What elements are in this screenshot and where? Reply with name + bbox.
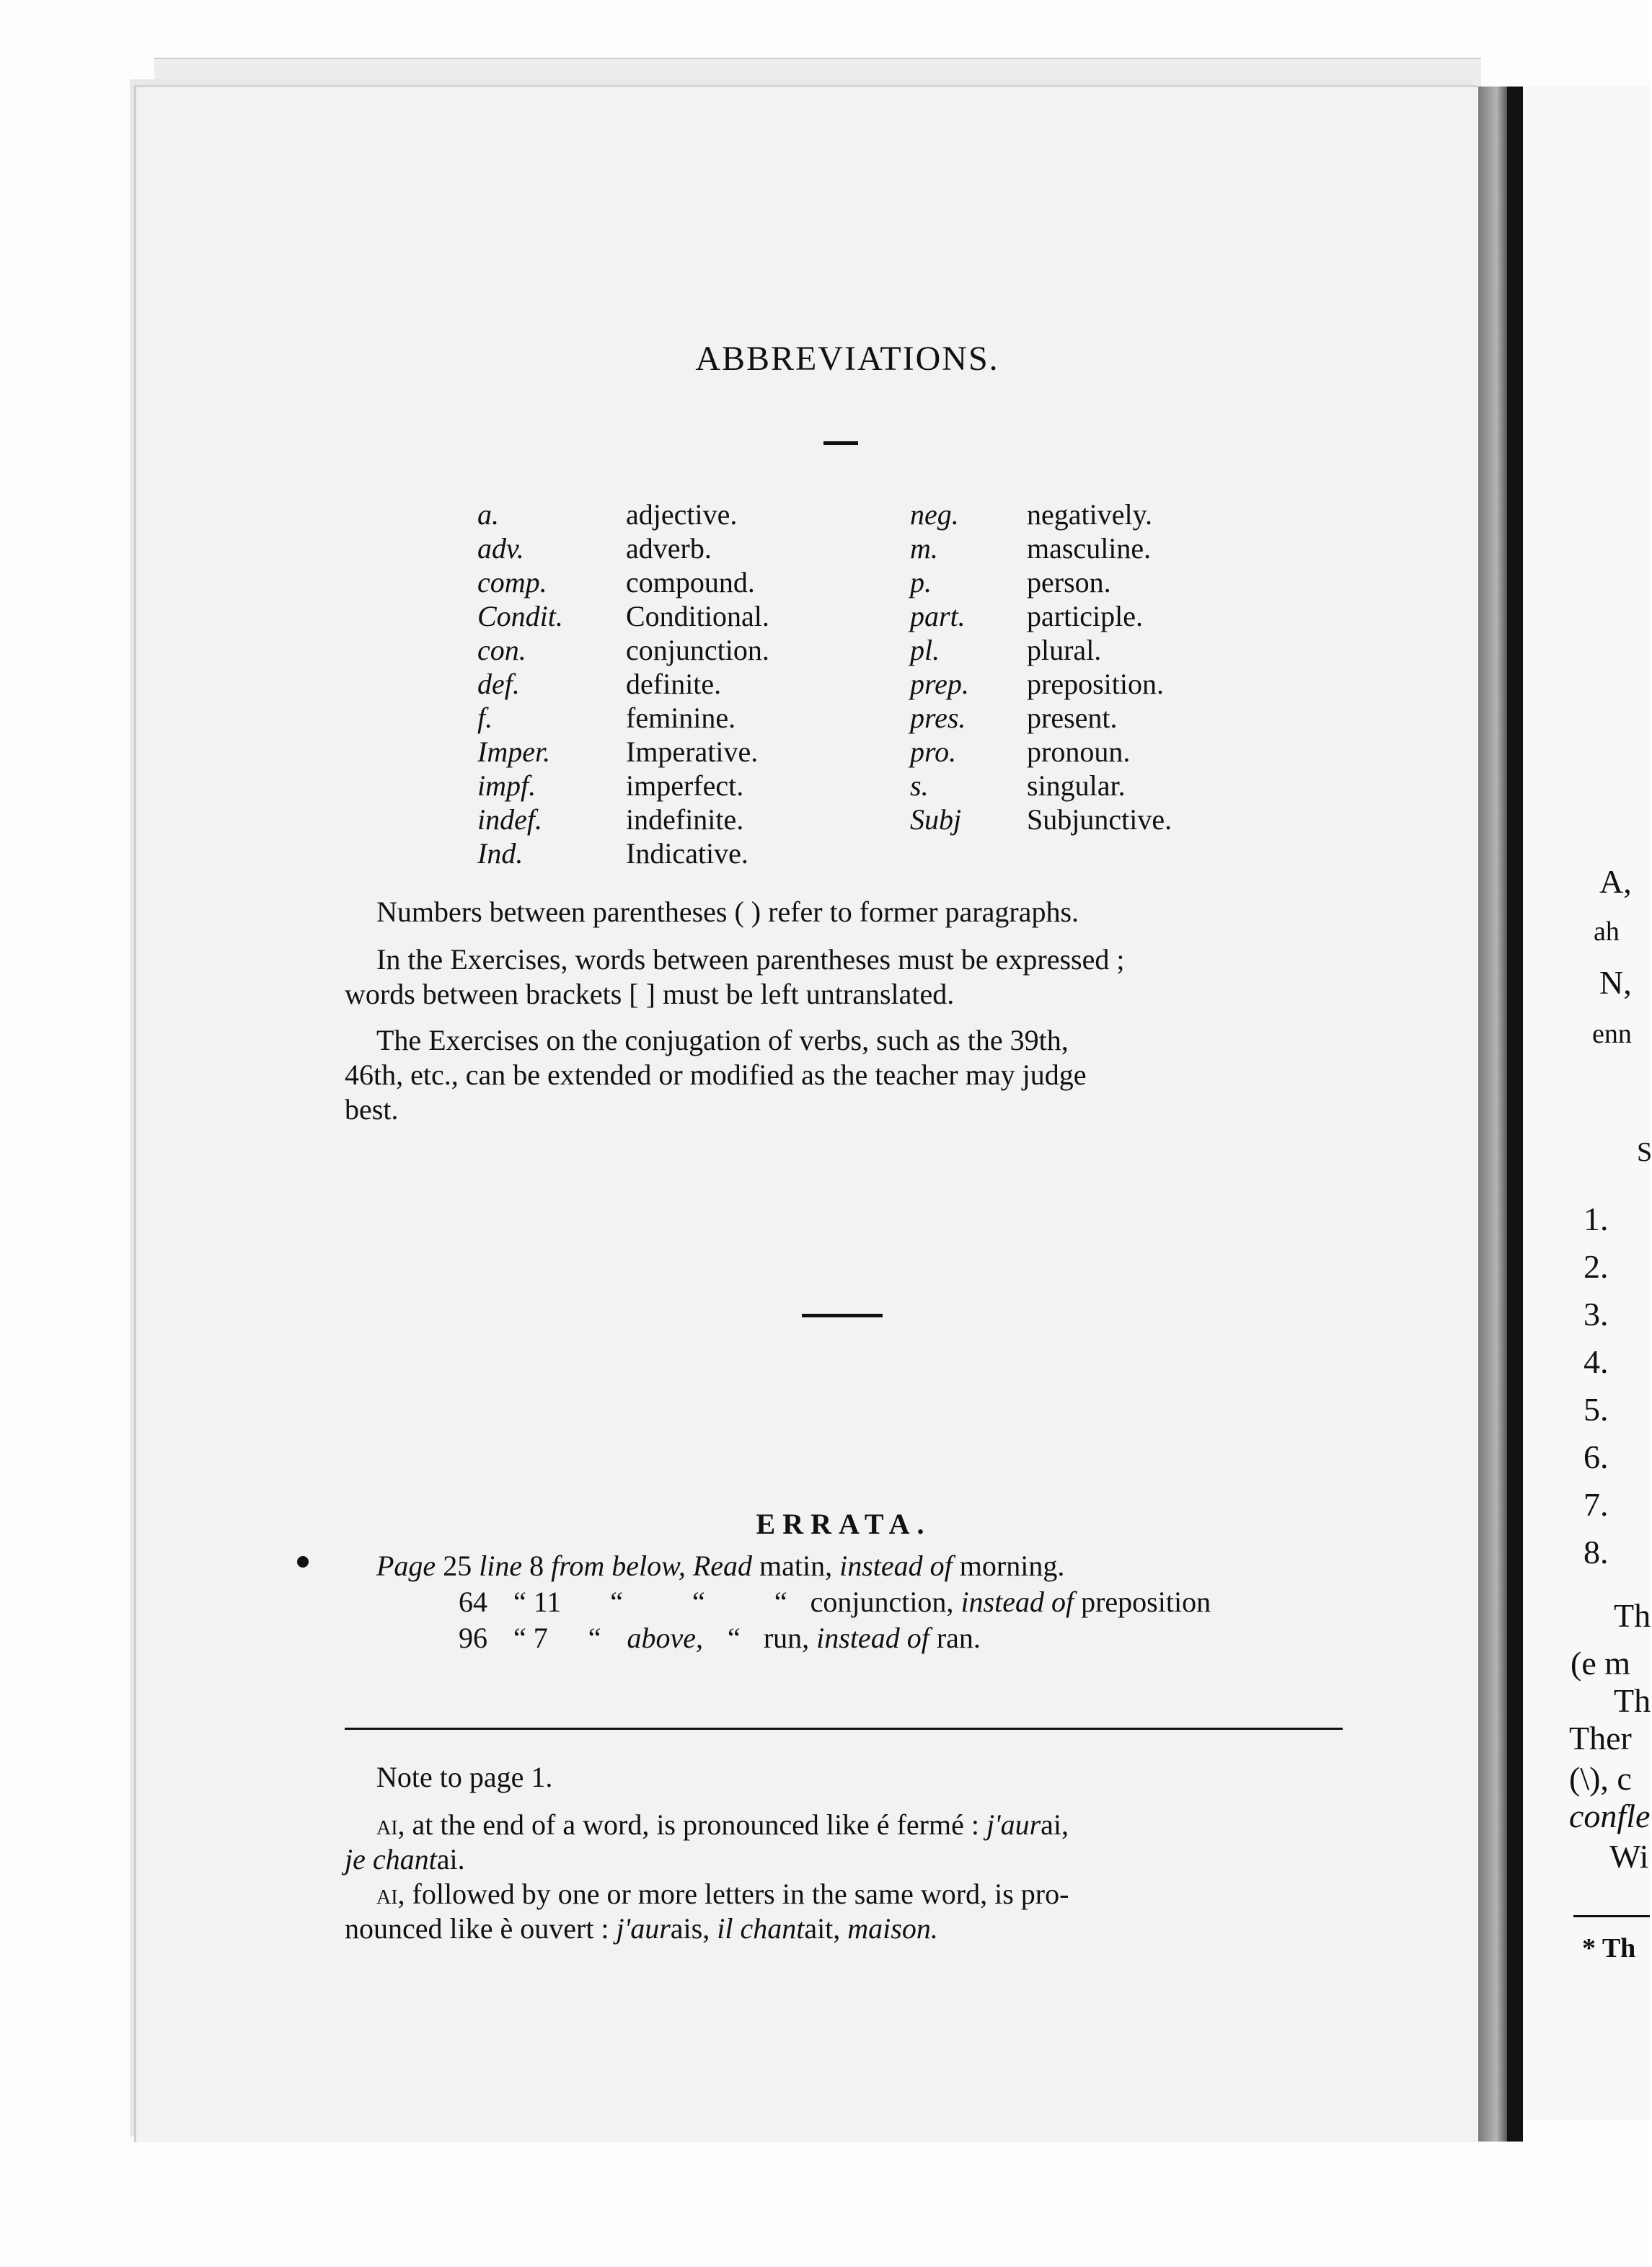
ditto-mark: “ (513, 1622, 526, 1654)
ditto-mark: “ (692, 1586, 705, 1618)
abbreviation-meaning: compound. (626, 566, 755, 598)
ditto-mark: “ (774, 1586, 787, 1618)
abbreviation-meaning: Conditional. (626, 600, 769, 632)
right-fragment: S (1637, 1137, 1652, 1167)
erratum-wrong: ran. (936, 1622, 981, 1654)
note-exercises-line-2: words between brackets [ ] must be left untranslated. (345, 978, 955, 1010)
abbreviation-key: s. (910, 769, 929, 802)
note-parentheses: Numbers between parentheses ( ) refer to former paragraphs. (376, 896, 1079, 928)
ai-note-line-4 (345, 1911, 938, 1946)
right-fragment: A, (1599, 863, 1632, 900)
abbreviation-meaning: pronoun. (1027, 735, 1131, 768)
example-stem: je chant (345, 1843, 437, 1875)
example-stem: j'aur (986, 1808, 1041, 1841)
abbreviation-key: adv. (477, 532, 524, 565)
abbreviation-meaning: plural. (1027, 634, 1102, 666)
abbreviation-key: Condit. (477, 600, 563, 632)
abbreviation-meaning: indefinite. (626, 803, 744, 836)
erratum-line-number: 11 (533, 1586, 562, 1618)
note-conjugation-line-1: The Exercises on the conjugation of verbs, such as the 39th, (376, 1024, 1069, 1056)
right-footnote-rule (1573, 1915, 1650, 1917)
ai-note-line-1 (376, 1807, 1069, 1842)
abbreviation-key: comp. (477, 566, 547, 598)
right-list-number: 7. (1583, 1486, 1609, 1523)
abbreviation-meaning: Imperative. (626, 735, 759, 768)
example-word: maison. (847, 1912, 938, 1945)
abbreviation-meaning: feminine. (626, 702, 736, 734)
right-fragment: enn (1592, 1019, 1632, 1049)
right-fragment: Th (1614, 1682, 1651, 1719)
right-fragment: (e m (1571, 1645, 1631, 1682)
erratum-page: 25 (443, 1550, 472, 1582)
example-stem: il chant (717, 1912, 805, 1945)
abbreviation-key: f. (477, 702, 493, 734)
abbreviation-meaning: masculine. (1027, 532, 1152, 565)
abbreviation-meaning: conjunction. (626, 634, 769, 666)
abbreviation-meaning: Subjunctive. (1027, 803, 1172, 836)
right-fragment: N, (1599, 964, 1632, 1001)
abbreviation-key: p. (910, 566, 932, 598)
example-ending: ais, (670, 1912, 710, 1945)
right-fragment: Wi (1609, 1838, 1649, 1875)
ai-rule-text: , at the end of a word, is pronounced like é fermé : (397, 1808, 979, 1841)
abbreviation-meaning: present. (1027, 702, 1118, 734)
erratum-line-number: 7 (533, 1622, 548, 1654)
abbreviation-key: Subj (910, 803, 962, 836)
abbreviation-key: m. (910, 532, 938, 565)
ai-key: ai (376, 1808, 398, 1841)
note-heading: Note to page 1. (376, 1761, 553, 1793)
erratum-location: above, (627, 1622, 704, 1654)
abbreviation-key: impf. (477, 769, 536, 802)
right-fragment: ah (1594, 916, 1620, 947)
example-ending: ai. (436, 1843, 465, 1875)
note-exercises-line-1: In the Exercises, words between parentheses must be expressed ; (376, 943, 1125, 976)
ditto-mark: “ (610, 1586, 624, 1618)
ai-note-line-2 (345, 1842, 465, 1877)
abbreviation-key: pres. (910, 702, 966, 734)
erratum-page: 96 (459, 1622, 487, 1654)
abbreviation-key: pro. (910, 735, 957, 768)
right-list-number: 5. (1583, 1391, 1609, 1428)
right-list-number: 4. (1583, 1343, 1609, 1380)
footnote-rule (345, 1728, 1343, 1730)
right-fragment: confle (1569, 1798, 1651, 1834)
ai-rule-text: , followed by one or more letters in the same word, is pro- (397, 1878, 1069, 1910)
abbreviation-key: Ind. (477, 837, 524, 870)
page-word: Page (376, 1550, 436, 1582)
abbreviation-meaning: negatively. (1027, 498, 1153, 531)
right-list-number: 3. (1583, 1296, 1609, 1333)
abbreviation-key: pl. (910, 634, 940, 666)
erratum-page: 64 (459, 1586, 487, 1618)
abbreviation-meaning: adverb. (626, 532, 712, 565)
erratum-wrong: preposition (1081, 1586, 1211, 1618)
abbreviation-key: prep. (910, 668, 969, 700)
gutter-shadow (1507, 87, 1523, 2142)
right-fragment: Th (1614, 1597, 1651, 1634)
example-ending: ai, (1041, 1808, 1069, 1841)
abbreviation-meaning: preposition. (1027, 668, 1164, 700)
note-conjugation-line-2: 46th, etc., can be extended or modified as the teacher may judge (345, 1059, 1087, 1091)
erratum-wrong: morning. (959, 1550, 1065, 1582)
right-fragment: (\), c (1569, 1760, 1632, 1797)
abbreviation-key: def. (477, 668, 520, 700)
right-list-number: 2. (1583, 1248, 1609, 1285)
abbreviation-meaning: adjective. (626, 498, 738, 531)
erratum-row-2 (459, 1585, 1211, 1619)
instead-of: instead of (960, 1586, 1074, 1618)
right-fragment: * Th (1582, 1933, 1636, 1963)
abbreviation-meaning: singular. (1027, 769, 1126, 802)
abbreviation-key: Imper. (477, 735, 551, 768)
abbreviation-meaning: Indicative. (626, 837, 748, 870)
abbreviation-meaning: participle. (1027, 600, 1144, 632)
section-rule (802, 1314, 883, 1317)
erratum-correct: matin, (759, 1550, 833, 1582)
errata-title: ERRATA. (756, 1508, 932, 1540)
abbreviation-key: part. (910, 600, 966, 632)
abbreviation-meaning: person. (1027, 566, 1111, 598)
abbreviation-key: a. (477, 498, 499, 531)
ditto-mark: “ (513, 1586, 526, 1618)
ai-note-line-3 (376, 1876, 1069, 1912)
erratum-correct: conjunction, (810, 1586, 954, 1618)
example-ending: ait, (804, 1912, 841, 1945)
abbreviation-meaning: imperfect. (626, 769, 744, 802)
bullet-mark (297, 1556, 309, 1568)
erratum-line-number: 8 (529, 1550, 544, 1582)
right-fragment: Ther (1569, 1720, 1632, 1756)
note-conjugation-line-3: best. (345, 1093, 399, 1126)
abbreviation-meaning: definite. (626, 668, 722, 700)
page-top-edge (154, 58, 1481, 88)
right-list-number: 8. (1583, 1534, 1609, 1570)
right-list-number: 6. (1583, 1439, 1609, 1475)
abbreviation-key: con. (477, 634, 526, 666)
erratum-row-3 (459, 1621, 981, 1655)
title-rule (823, 441, 858, 445)
ditto-mark: “ (588, 1622, 601, 1654)
ditto-mark: “ (728, 1622, 741, 1654)
ai-rule-text: nounced like è ouvert : (345, 1912, 609, 1945)
abbreviation-key: indef. (477, 803, 542, 836)
abbreviation-key: neg. (910, 498, 959, 531)
read-word: Read (692, 1550, 753, 1582)
erratum-location: from below, (551, 1550, 686, 1582)
erratum-row-1 (376, 1549, 1064, 1583)
instead-of: instead of (816, 1622, 929, 1654)
example-stem: j'aur (616, 1912, 671, 1945)
line-word: line (479, 1550, 523, 1582)
ai-key: ai (376, 1878, 398, 1910)
instead-of: instead of (839, 1550, 953, 1582)
page-title: ABBREVIATIONS. (695, 340, 999, 378)
erratum-correct: run, (763, 1622, 810, 1654)
right-list-number: 1. (1583, 1201, 1609, 1237)
